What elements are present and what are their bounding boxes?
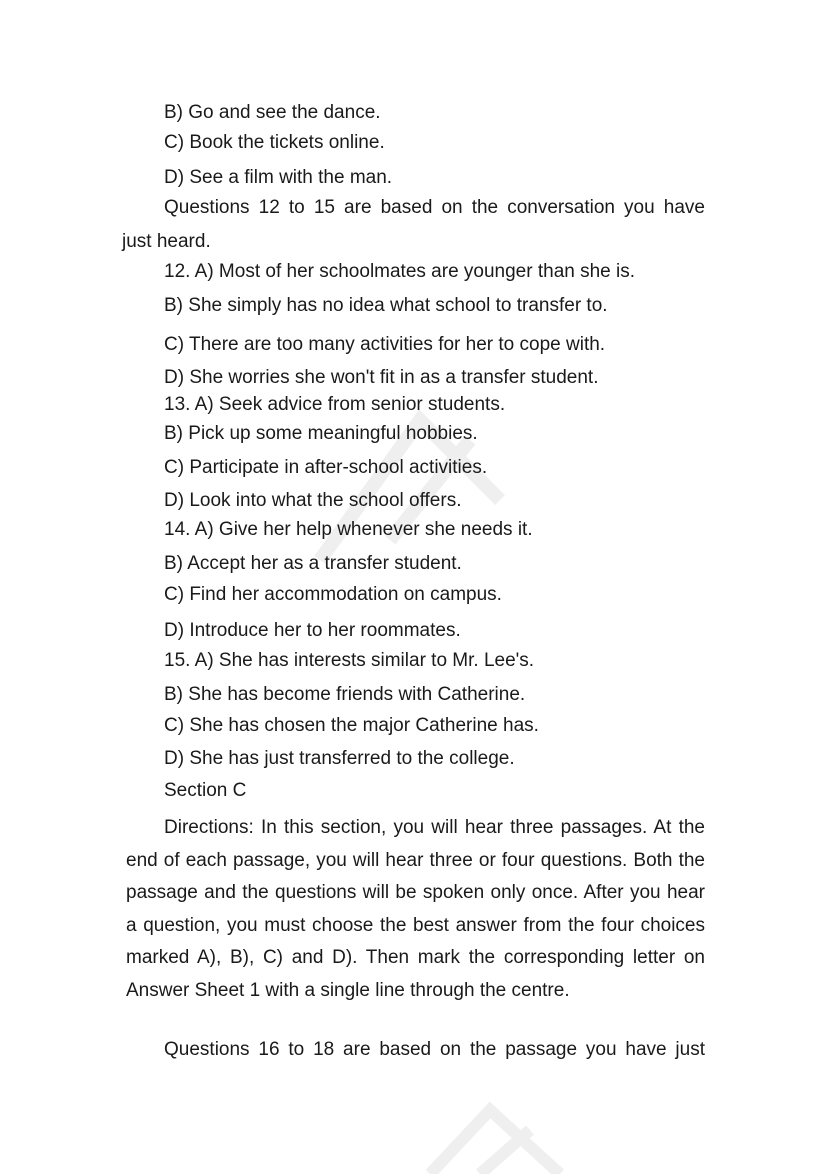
- watermark-graphic-bottom: [420, 1090, 580, 1174]
- option-13b: B) Pick up some meaningful hobbies.: [164, 423, 478, 444]
- section-c-heading: Section C: [164, 780, 247, 801]
- option-14b: B) Accept her as a transfer student.: [164, 553, 462, 574]
- question-group-intro-12-15: Questions 12 to 15 are based on the conversation you have: [164, 197, 705, 218]
- option-11c: C) Book the tickets online.: [164, 132, 385, 153]
- question-14a: 14. A) Give her help whenever she needs it.: [164, 519, 533, 540]
- question-15a: 15. A) She has interests similar to Mr. Lee's.: [164, 650, 535, 671]
- question-12a: 12. A) Most of her schoolmates are younger than she is.: [164, 261, 636, 282]
- option-15d: D) She has just transferred to the college.: [164, 748, 515, 769]
- option-12b: B) She simply has no idea what school to transfer to.: [164, 295, 608, 316]
- option-12c: C) There are too many activities for her to cope with.: [164, 334, 606, 355]
- option-14c: C) Find her accommodation on campus.: [164, 584, 502, 605]
- option-13d: D) Look into what the school offers.: [164, 490, 462, 511]
- option-11d: D) See a film with the man.: [164, 167, 393, 188]
- directions-text: Directions: In this section, you will hear three passages. At the end of each passage, you will hear three or four questions. Both the passage and the questions will be spoken only once. After you hear a question, you must choose the best answer from the four choices marked A), B), C) and D). Then mark the corresponding letter on Answer Sheet 1 with a single line through the centre.: [126, 817, 705, 1001]
- directions-paragraph: [126, 812, 705, 1007]
- option-12d: D) She worries she won't fit in as a transfer student.: [164, 367, 599, 388]
- option-15b: B) She has become friends with Catherine.: [164, 684, 526, 705]
- option-13c: C) Participate in after-school activities.: [164, 457, 488, 478]
- option-11b: B) Go and see the dance.: [164, 102, 381, 123]
- question-13a: 13. A) Seek advice from senior students.: [164, 394, 506, 415]
- option-14d: D) Introduce her to her roommates.: [164, 620, 461, 641]
- question-group-intro-16-18: Questions 16 to 18 are based on the passage you have just: [164, 1039, 705, 1060]
- option-15c: C) She has chosen the major Catherine has.: [164, 715, 539, 736]
- question-group-intro-12-15-cont: just heard.: [122, 231, 211, 252]
